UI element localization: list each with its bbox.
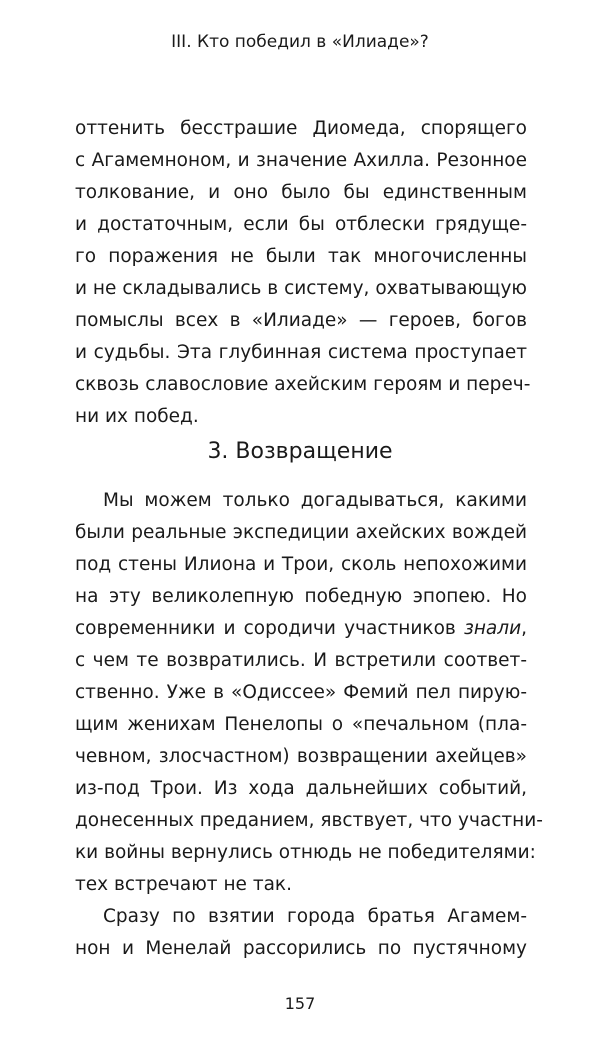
text-line: с чем те возвратились. И встретили соответ- bbox=[75, 650, 527, 671]
text-line: и судьбы. Эта глубинная система проступает bbox=[75, 342, 527, 363]
text-line: помыслы всех в «Илиаде» — героев, богов bbox=[75, 310, 527, 331]
text-line: под стены Илиона и Трои, сколь непохожими bbox=[75, 554, 527, 575]
section-heading: 3. Возвращение bbox=[207, 439, 393, 464]
text-line: и не складывались в систему, охватывающую bbox=[75, 278, 527, 299]
page-number: 157 bbox=[284, 994, 316, 1013]
text-line: Сразу по взятии города братья Агамем- bbox=[103, 906, 527, 927]
text-line: ки войны вернулись отнюдь не победителями: bbox=[75, 842, 536, 863]
text-line-with-emphasis bbox=[75, 613, 527, 645]
text-line: оттенить бесстрашие Диомеда, спорящего bbox=[75, 118, 527, 139]
text-line: на эту великолепную победную эпопею. Но bbox=[75, 586, 527, 607]
emphasized-word: знали bbox=[463, 618, 522, 639]
text-line: были реальные экспедиции ахейских вождей bbox=[75, 522, 527, 543]
text-line: нон и Менелай рассорились по пустячному bbox=[75, 938, 527, 959]
running-head: III. Кто победил в «Илиаде»? bbox=[171, 32, 429, 52]
text-line: го поражения не были так многочисленны bbox=[75, 246, 527, 267]
text-line: чевном, злосчастном) возвращении ахейцев» bbox=[75, 746, 527, 767]
section-body bbox=[75, 485, 543, 965]
text-segment: , bbox=[521, 618, 527, 639]
text-line: с Агамемноном, и значение Ахилла. Резонное bbox=[75, 150, 527, 171]
text-line: Мы можем только догадываться, какими bbox=[103, 490, 527, 511]
text-line: ственно. Уже в «Одиссее» Фемий пел пирую- bbox=[75, 682, 527, 703]
paragraph-continued bbox=[75, 113, 531, 433]
text-line: ни их побед. bbox=[75, 406, 199, 427]
text-line: сквозь славословие ахейским героям и переч- bbox=[75, 374, 531, 395]
text-line: тех встречают не так. bbox=[75, 874, 292, 895]
text-line: толкование, и оно было бы единственным bbox=[75, 182, 527, 203]
text-line: из-под Трои. Из хода дальнейших событий, bbox=[75, 778, 527, 799]
text-segment: современники и сородичи участников bbox=[75, 618, 464, 639]
text-line: и достаточным, если бы отблески грядуще- bbox=[75, 214, 527, 235]
text-line: щим женихам Пенелопы о «печальном (пла- bbox=[75, 714, 527, 735]
text-line: донесенных преданием, явствует, что участни- bbox=[75, 810, 543, 831]
